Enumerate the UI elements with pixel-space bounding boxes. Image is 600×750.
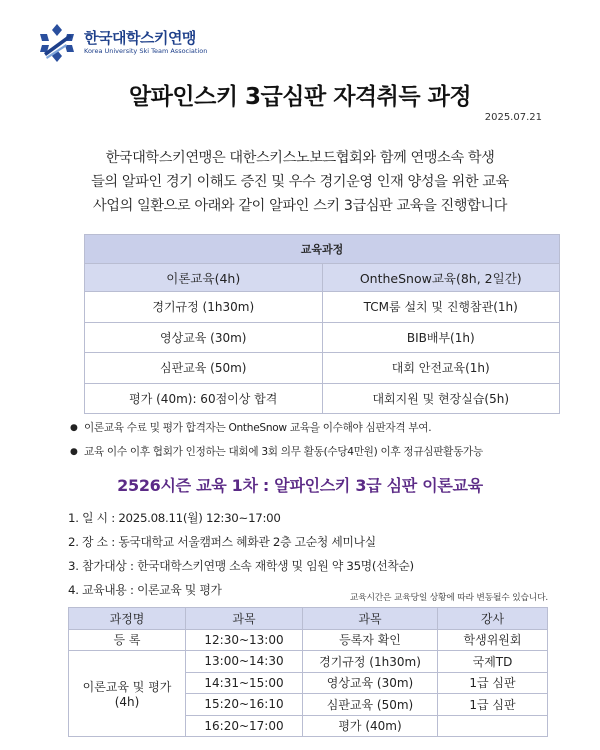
- table-cell: 등록자 확인: [303, 629, 438, 651]
- notes-list: [70, 416, 483, 464]
- table-row: [69, 629, 548, 651]
- table-cell: 1급 심판: [438, 694, 548, 716]
- event-info: [68, 506, 414, 602]
- schedule-note: 교육시간은 교육당일 상황에 따라 변동될수 있습니다.: [349, 593, 548, 603]
- intro-line: 사업의 일환으로 아래와 같이 알파인 스키 3급심판 교육을 진행합니다: [92, 198, 508, 214]
- group-label: 이론교육 및 평가: [82, 680, 172, 694]
- table-cell: 대회지원 및 현장실습(5h): [322, 383, 560, 414]
- schedule-header: 강사: [438, 608, 548, 630]
- page-title: 알파인스키 3급심판 자격취득 과정: [128, 84, 472, 110]
- list-item: [70, 440, 483, 464]
- logo-english-name: Korea University Ski Team Association: [84, 47, 208, 55]
- info-participants: 3. 참가대상 : 한국대학스키연맹 소속 재학생 및 임원 약 35명(선착순): [68, 559, 414, 573]
- table-cell: BIB배부(1h): [322, 322, 560, 353]
- table-cell: 영상교육 (30m): [303, 672, 438, 694]
- list-item: [70, 416, 483, 440]
- snowflake-logo-icon: [36, 22, 78, 64]
- table-cell: 심판교육 (50m): [85, 353, 323, 384]
- bullet-icon: ●: [70, 447, 78, 457]
- schedule-header: 과목: [303, 608, 438, 630]
- table-cell: 16:20~17:00: [186, 715, 303, 737]
- table-cell: 13:00~14:30: [186, 651, 303, 673]
- course-header-onthesnow: OntheSnow교육(8h, 2일간): [322, 264, 560, 292]
- table-row: [69, 651, 548, 673]
- document-date: 2025.07.21: [484, 112, 542, 123]
- group-label-cell: [69, 651, 186, 737]
- table-cell: 경기규정 (1h30m): [85, 292, 323, 323]
- info-location: 2. 장 소 : 동국대학교 서울캠퍼스 혜화관 2층 고순청 세미나실: [68, 535, 376, 549]
- table-cell: 15:20~16:10: [186, 694, 303, 716]
- table-cell: 14:31~15:00: [186, 672, 303, 694]
- table-row: [85, 383, 560, 414]
- info-content: 4. 교육내용 : 이론교육 및 평가: [68, 583, 222, 597]
- table-cell: 심판교육 (50m): [303, 694, 438, 716]
- schedule-header: 과목: [186, 608, 303, 630]
- note-text: 이론교육 수료 및 평가 합격자는 OntheSnow 교육을 이수해야 심판자격 부여.: [84, 422, 432, 434]
- table-cell: 경기규정 (1h30m): [303, 651, 438, 673]
- table-row: [85, 292, 560, 323]
- schedule-table: [68, 607, 548, 737]
- intro-line: 한국대학스키연맹은 대한스키스노보드협회와 함께 연맹소속 학생: [105, 150, 495, 166]
- table-cell: [438, 715, 548, 737]
- course-table: [84, 234, 560, 414]
- info-date: 1. 일 시 : 2025.08.11(월) 12:30~17:00: [68, 511, 281, 525]
- table-cell: TCM룸 설치 및 진행참관(1h): [322, 292, 560, 323]
- bullet-icon: ●: [70, 423, 78, 433]
- course-table-title: 교육과정: [85, 235, 560, 264]
- table-cell: 국제TD: [438, 651, 548, 673]
- logo-korean-name: 한국대학스키연맹: [84, 29, 196, 47]
- association-logo: [36, 22, 207, 64]
- table-cell: 영상교육 (30m): [85, 322, 323, 353]
- table-cell: 12:30~13:00: [186, 629, 303, 651]
- schedule-header: 과정명: [69, 608, 186, 630]
- table-row: [85, 353, 560, 384]
- table-cell: 대회 안전교육(1h): [322, 353, 560, 384]
- table-cell: 평가 (40m): 60점이상 합격: [85, 383, 323, 414]
- table-row: [85, 322, 560, 353]
- table-cell: 평가 (40m): [303, 715, 438, 737]
- table-cell: 학생위원회: [438, 629, 548, 651]
- intro-line: 들의 알파인 경기 이해도 증진 및 우수 경기운영 인재 양성을 위한 교육: [91, 174, 509, 190]
- group-label-hours: (4h): [114, 695, 140, 709]
- table-cell: 등 록: [69, 629, 186, 651]
- course-header-theory: 이론교육(4h): [85, 264, 323, 292]
- table-cell: 1급 심판: [438, 672, 548, 694]
- note-text: 교육 이수 이후 협회가 인정하는 대회에 3회 의무 활동(수당4만원) 이후 정규심판활동가능: [84, 446, 483, 458]
- section-title: 2526시즌 교육 1차 : 알파인스키 3급 심판 이론교육: [117, 476, 483, 495]
- intro-paragraph: [40, 146, 560, 218]
